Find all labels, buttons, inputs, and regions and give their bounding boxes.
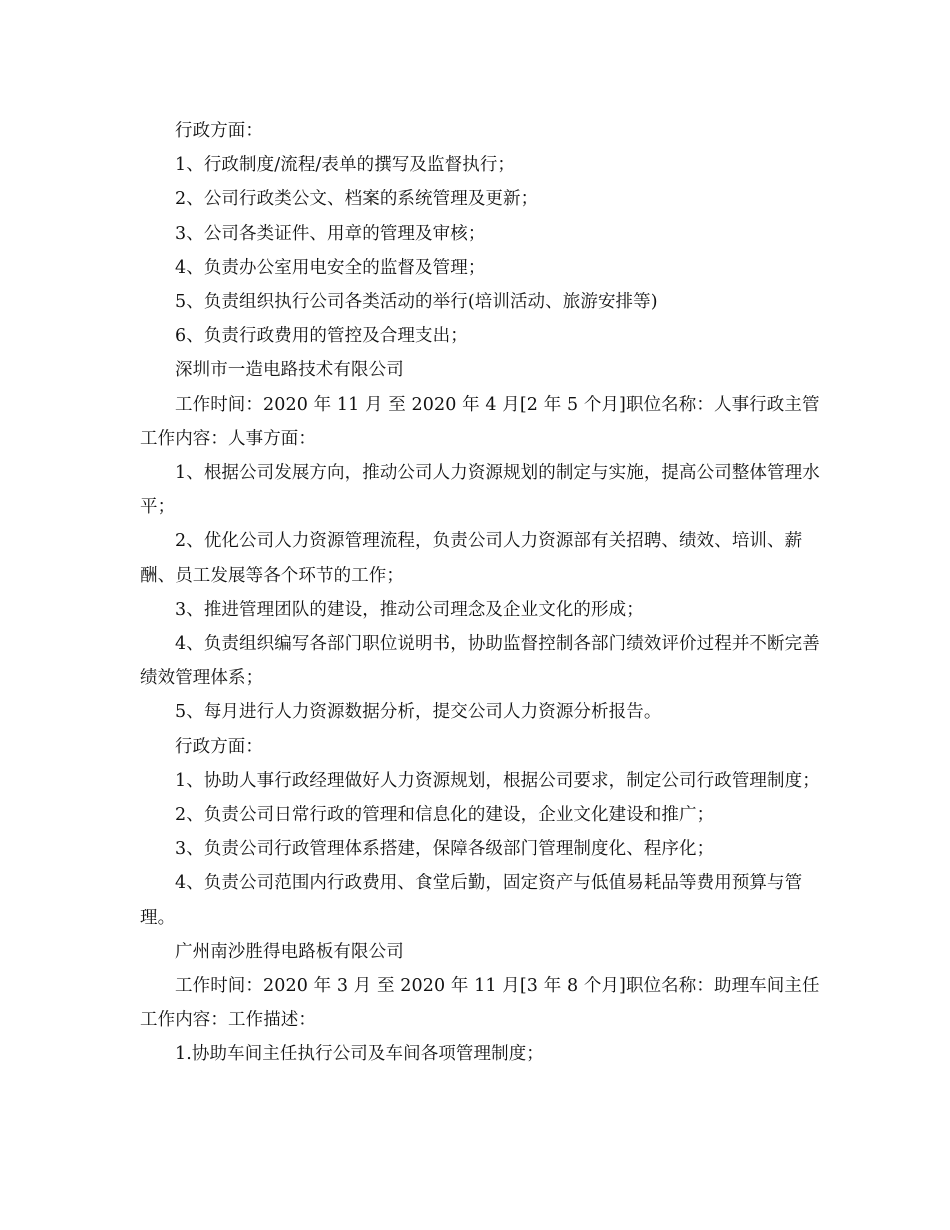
list-item: 1、根据公司发展方向，推动公司人力资源规划的制定与实施，提高公司整体管理水平； <box>140 463 820 518</box>
section-heading-admin: 行政方面： <box>175 121 263 141</box>
company-name: 深圳市一造电路技术有限公司 <box>175 360 404 381</box>
list-item: 5、负责组织执行公司各类活动的举行(培训活动、旅游安排等) <box>175 292 658 313</box>
list-item: 3、公司各类证件、用章的管理及审核； <box>175 223 486 244</box>
list-item: 6、负责行政费用的管控及合理支出； <box>175 326 468 347</box>
section-heading-admin: 行政方面： <box>175 736 263 757</box>
list-item: 1、行政制度/流程/表单的撰写及监督执行； <box>175 155 516 176</box>
list-item: 1、协助人事行政经理做好人力资源规划，根据公司要求，制定公司行政管理制度； <box>175 770 820 791</box>
list-item: 4、负责公司范围内行政费用、食堂后勤，固定资产与低值易耗品等费用预算与管理。 <box>140 873 803 928</box>
list-item: 5、每月进行人力资源数据分析，提交公司人力资源分析报告。 <box>175 702 662 723</box>
list-item: 4、负责组织编写各部门职位说明书，协助监督控制各部门绩效评价过程并不断完善绩效管理体系； <box>140 634 820 689</box>
list-item: 2、负责公司日常行政的管理和信息化的建设，企业文化建设和推广； <box>175 805 715 826</box>
list-item: 2、公司行政类公文、档案的系统管理及更新； <box>175 189 539 210</box>
job-info: 工作时间：2020 年 3 月 至 2020 年 11 月[3 年 8 个月]职位名称：助理车间主任工作内容：工作描述： <box>140 976 820 1031</box>
list-item: 2、优化公司人力资源管理流程，负责公司人力资源部有关招聘、绩效、培训、薪酬、员工发展等各个环节的工作； <box>140 531 803 586</box>
list-item: 4、负责办公室用电安全的监督及管理； <box>175 257 486 278</box>
document-body <box>140 114 820 1072</box>
list-item: 1.协助车间主任执行公司及车间各项管理制度； <box>175 1044 544 1065</box>
company-name: 广州南沙胜得电路板有限公司 <box>175 941 404 962</box>
list-item: 3、推进管理团队的建设，推动公司理念及企业文化的形成； <box>175 599 644 620</box>
list-item: 3、负责公司行政管理体系搭建，保障各级部门管理制度化、程序化； <box>175 839 715 860</box>
job-info: 工作时间：2020 年 11 月 至 2020 年 4 月[2 年 5 个月]职位名称：人事行政主管工作内容：人事方面： <box>140 394 820 449</box>
